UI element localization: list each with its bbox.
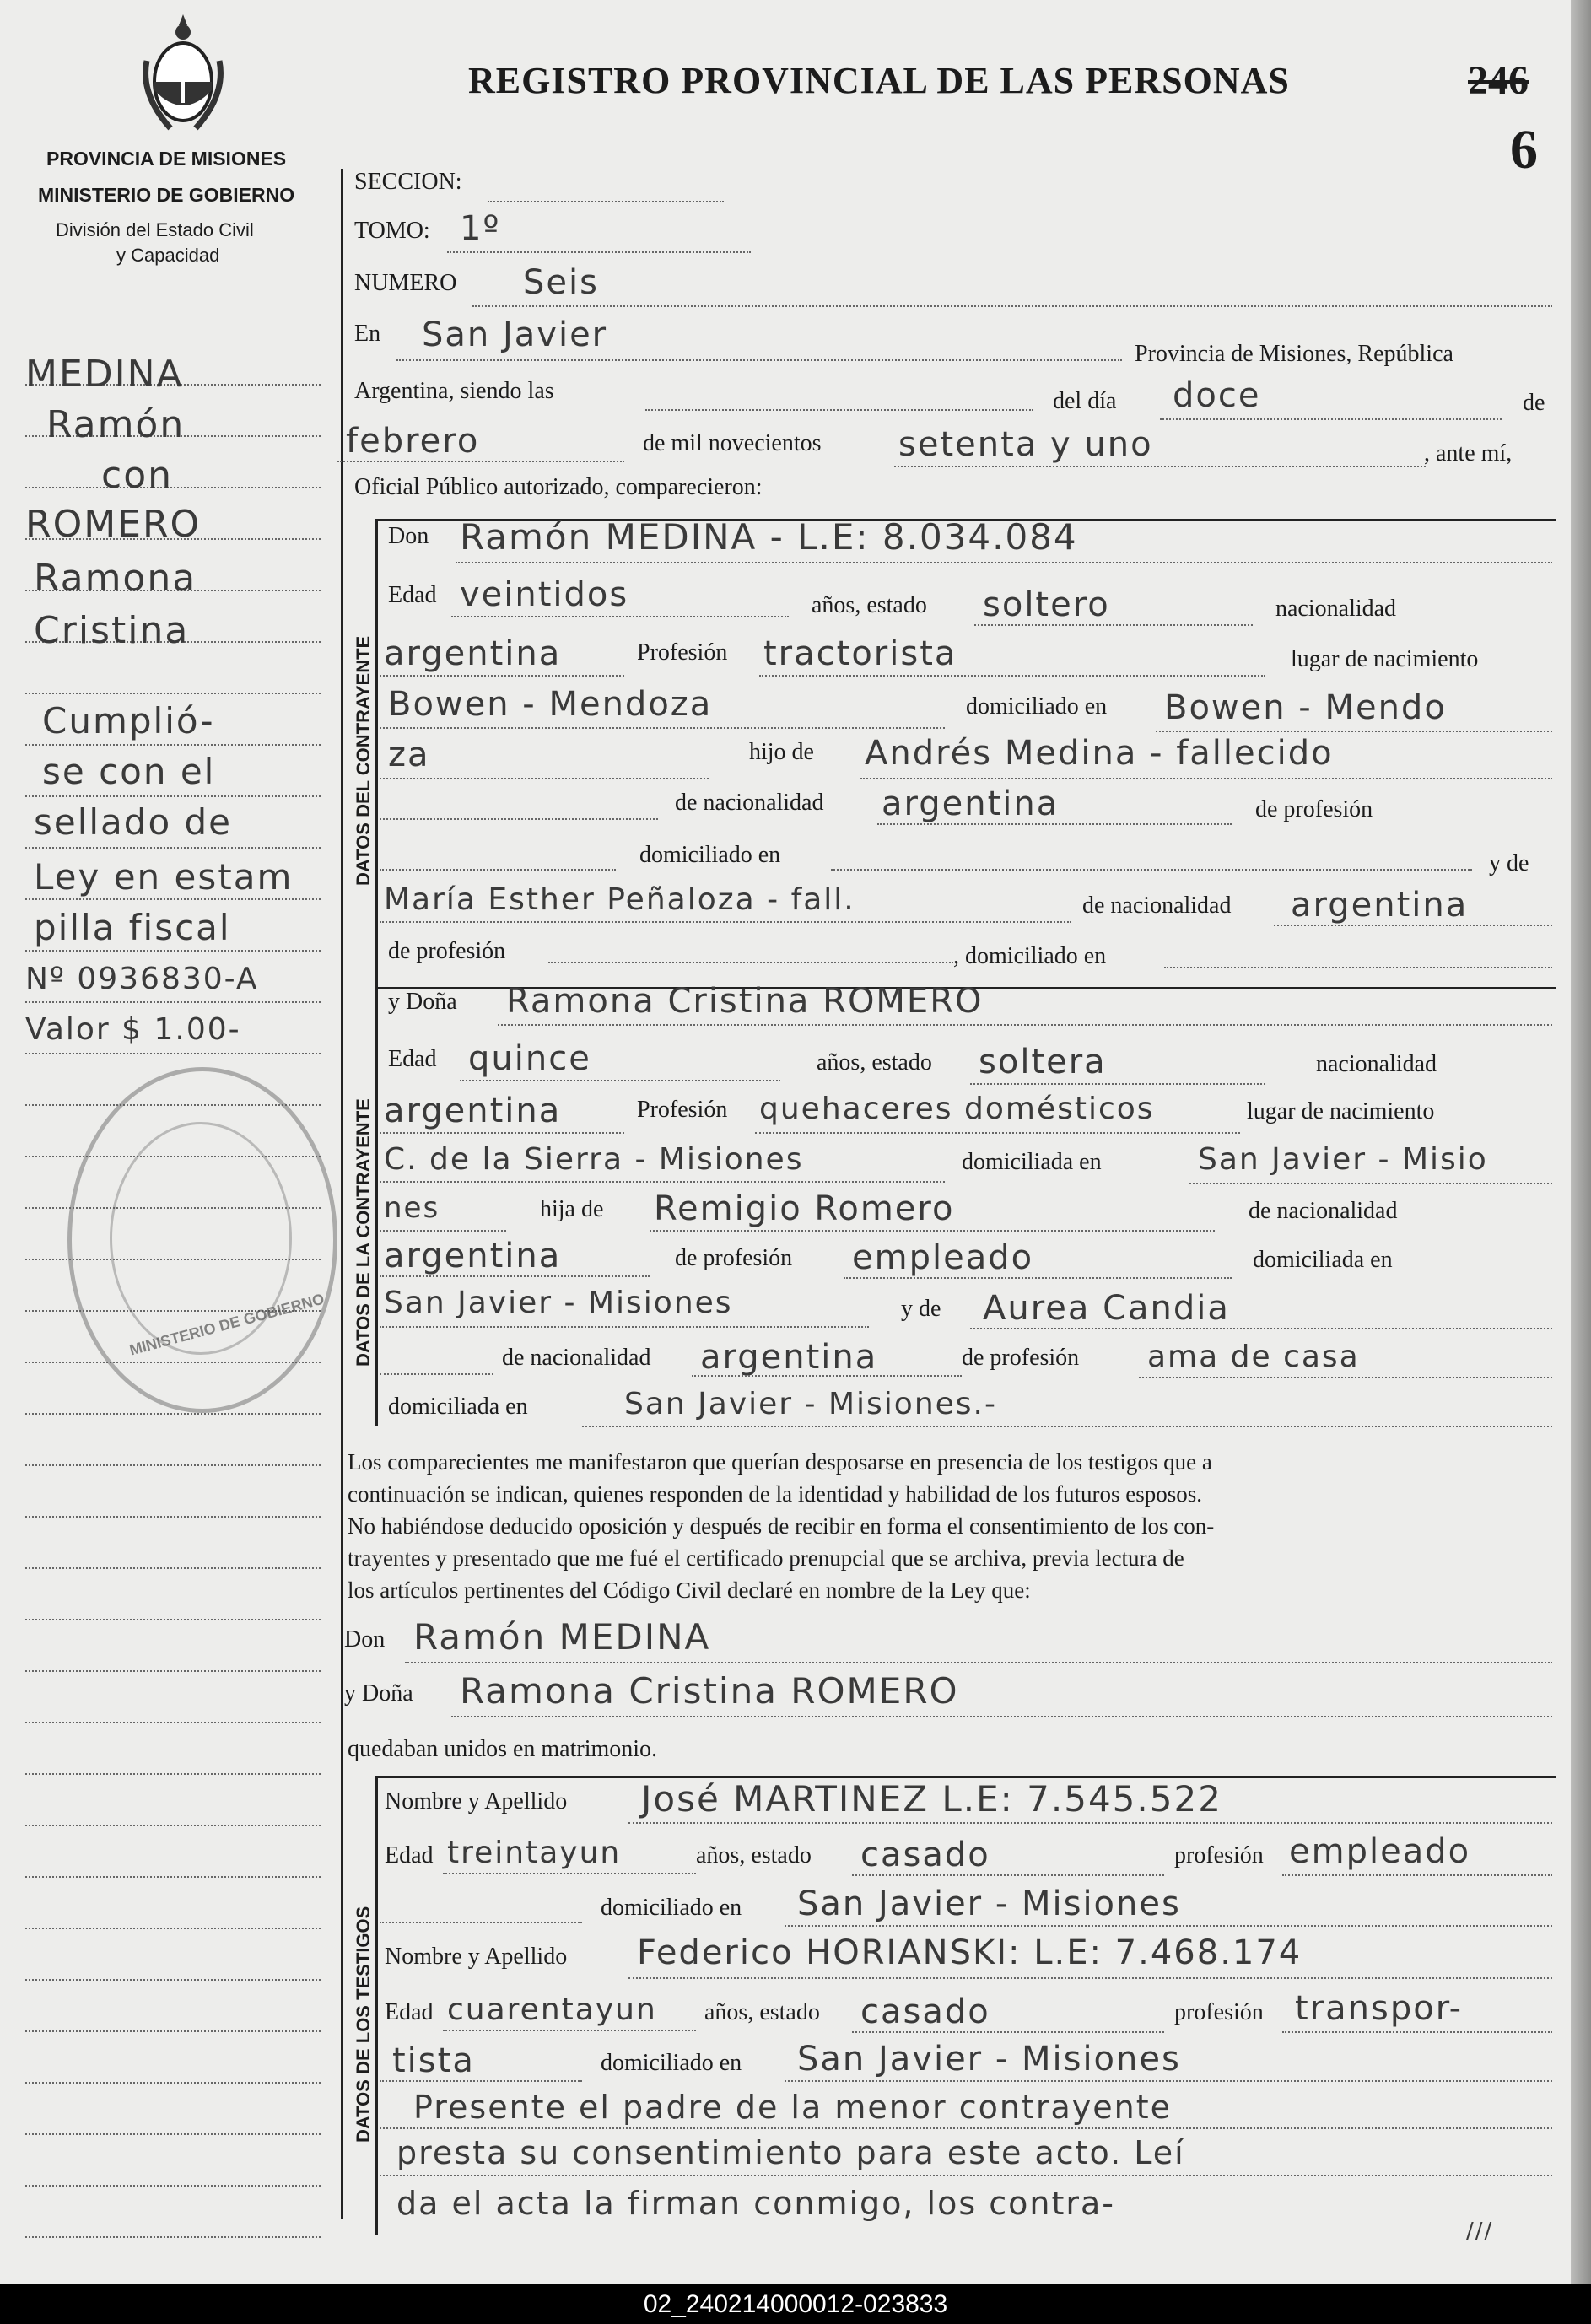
contrayente-mdom-line xyxy=(1164,967,1552,968)
testigo2-domicilio-line xyxy=(785,2080,1552,2082)
margin-rule-line xyxy=(25,1979,321,1981)
page-edge xyxy=(1571,0,1591,2284)
margin-note-4: Ley en estam xyxy=(34,856,294,898)
testigo1-dom-pre-line xyxy=(380,1922,582,1923)
declaration-dona-line xyxy=(451,1716,1552,1717)
mes-value: febrero xyxy=(346,422,480,461)
contrayenta-padre-nac: argentina xyxy=(384,1237,562,1275)
institution-line-1: PROVINCIA DE MISIONES xyxy=(46,148,287,170)
contrayenta-profesion: quehaceres domésticos xyxy=(759,1092,1155,1126)
margin-rule-line xyxy=(25,950,321,952)
contrayente-pdom-label: domiciliado en xyxy=(639,842,781,868)
contrayente-domicilio-2: za xyxy=(388,736,430,774)
contrayenta-mprof-label: de profesión xyxy=(962,1345,1080,1371)
contrayenta-mprof-line xyxy=(1139,1377,1552,1378)
contrayente-padre-nac: argentina xyxy=(882,785,1060,823)
declaration-line-3: No habiéndose deducido oposición y después de recibir en forma el consentimiento de los con- xyxy=(348,1513,1215,1539)
contrayenta-lugar-line xyxy=(380,1181,945,1183)
testigo1-nombre-label: Nombre y Apellido xyxy=(385,1788,568,1814)
contrayente-mprof-line xyxy=(548,962,953,963)
contrayente-hijo-label: hijo de xyxy=(749,739,814,765)
margin-name-1: MEDINA xyxy=(25,353,184,396)
contrayenta-nombre: Ramona Cristina ROMERO xyxy=(506,982,984,1021)
contrayenta-profesion-line xyxy=(755,1132,1240,1134)
contrayenta-nacionalidad-line xyxy=(380,1132,624,1134)
contrayenta-dom-label: domiciliada en xyxy=(962,1149,1102,1175)
contrayenta-padre-line xyxy=(650,1230,1215,1232)
contrayente-nombre-line xyxy=(456,562,1552,563)
numero-line xyxy=(472,305,1552,307)
contrayenta-madre-dom: San Javier - Misiones.- xyxy=(624,1387,997,1421)
contrayente-estado-line xyxy=(974,624,1253,626)
contrayente-estado: soltero xyxy=(983,585,1110,624)
contrayente-madre: María Esther Peñaloza - fall. xyxy=(384,882,855,917)
testigo1-nombre-line xyxy=(628,1822,1552,1824)
margin-rule-line xyxy=(25,1053,321,1054)
contrayenta-anios-label: años, estado xyxy=(817,1049,932,1076)
de-label: de xyxy=(1523,390,1545,416)
contrayenta-madre-prof: ama de casa xyxy=(1147,1340,1360,1374)
testigos-note-1-line xyxy=(380,2127,1552,2129)
contrayenta-mnac-line xyxy=(692,1375,962,1377)
contrayenta-nacionalidad: argentina xyxy=(384,1092,562,1130)
contrayenta-madre: Aurea Candia xyxy=(983,1289,1230,1328)
testigos-note-2-line xyxy=(380,2175,1552,2176)
contrayente-edad-line xyxy=(451,616,789,617)
del-dia-label: del día xyxy=(1053,388,1117,414)
contrayente-profesion: tractorista xyxy=(763,634,957,673)
testigo1-profesion-line xyxy=(1282,1874,1552,1876)
margin-rule-line xyxy=(25,2133,321,2135)
margin-rule-line xyxy=(25,2185,321,2187)
contrayenta-padre-prof: empleado xyxy=(852,1238,1034,1277)
margin-rule-line xyxy=(25,693,321,694)
seccion-label: SECCION: xyxy=(354,169,462,195)
testigo2-profesion-1: transpor- xyxy=(1295,1989,1464,2028)
margin-rule-line xyxy=(25,2030,321,2032)
contrayenta-box-left xyxy=(375,987,378,1426)
ante-label: , ante mí, xyxy=(1424,440,1513,466)
mil-label: de mil novecientos xyxy=(643,430,822,456)
contrayente-domicilio-line xyxy=(1156,731,1552,732)
numero-label: NUMERO xyxy=(354,270,457,296)
contrayente-mnac-line xyxy=(1274,925,1552,926)
contrayente-padre-line xyxy=(860,778,1552,779)
coat-of-arms-icon xyxy=(137,10,229,137)
margin-rule-line xyxy=(25,1670,321,1672)
margin-name-2: Ramón xyxy=(46,403,186,446)
margin-rule-line xyxy=(25,1464,321,1466)
institution-line-3: División del Estado Civil xyxy=(56,219,254,240)
contrayente-pdom-line xyxy=(831,869,1472,871)
contrayente-nac-label: nacionalidad xyxy=(1275,596,1397,622)
margin-name-3: con xyxy=(101,454,173,497)
testigos-note-3: da el acta la firman conmigo, los contra- xyxy=(396,2185,1115,2222)
tomo-label: TOMO: xyxy=(354,218,430,244)
page-number-struck: 246 xyxy=(1468,58,1529,103)
contrayenta-pnac-line xyxy=(380,1275,650,1277)
oficial-text: Oficial Público autorizado, comparecieron: xyxy=(354,474,763,500)
contrayenta-domicilio-1: San Javier - Misio xyxy=(1198,1142,1488,1177)
contrayenta-nombre-line xyxy=(498,1024,1552,1026)
contrayenta-pdom-label: domiciliada en xyxy=(1253,1247,1393,1273)
testigo2-estado: casado xyxy=(860,1992,990,2031)
testigo2-prof2-line xyxy=(380,2080,582,2082)
testigos-box-left xyxy=(375,1776,378,2235)
contrayenta-mnac-label: de nacionalidad xyxy=(502,1345,651,1371)
contrayenta-hija-label: hija de xyxy=(540,1196,604,1222)
contrayenta-y-de-label: y de xyxy=(901,1296,941,1322)
margin-rule-line xyxy=(25,1773,321,1775)
testigo2-nombre: Federico HORIANSKI: L.E: 7.468.174 xyxy=(637,1933,1302,1972)
contrayente-prof-label: Profesión xyxy=(637,639,728,666)
contrayente-nacionalidad: argentina xyxy=(384,634,562,673)
page-title: REGISTRO PROVINCIAL DE LAS PERSONAS xyxy=(468,60,1290,101)
contrayenta-section-label: DATOS DE LA CONTRAYENTE xyxy=(353,1098,374,1367)
testigo2-dom-label: domiciliado en xyxy=(601,2050,742,2076)
margin-name-5: Ramona xyxy=(34,557,197,600)
contrayente-lugar-label: lugar de nacimiento xyxy=(1291,646,1479,672)
declaration-dona-label: y Doña xyxy=(344,1680,413,1707)
testigo2-prof-label: profesión xyxy=(1174,1999,1264,2025)
contrayente-section-label: DATOS DEL CONTRAYENTE xyxy=(353,635,374,886)
margin-note-2: se con el xyxy=(42,751,216,792)
institution-line-4: y Capacidad xyxy=(116,245,220,266)
institution-line-2: MINISTERIO DE GOBIERNO xyxy=(38,184,295,206)
margin-rule-line xyxy=(25,1825,321,1826)
testigo2-profesion-2: tista xyxy=(392,2041,475,2080)
contrayente-pnac-pre-line xyxy=(380,818,658,820)
contrayente-pnac-label: de nacionalidad xyxy=(675,790,824,816)
seal-text: MINISTERIO DE GOBIERNO xyxy=(127,1290,326,1359)
dia-line xyxy=(1160,418,1502,420)
contrayenta-padre-dom: San Javier - Misiones xyxy=(384,1286,733,1320)
tomo-value: 1º xyxy=(460,209,501,248)
margin-note-1: Cumplió- xyxy=(42,700,215,741)
testigo1-prof-label: profesión xyxy=(1174,1842,1264,1868)
testigo1-dom-label: domiciliado en xyxy=(601,1895,742,1921)
declaration-don-nombre: Ramón MEDINA xyxy=(413,1616,711,1658)
contrayenta-domicilio-line xyxy=(1189,1183,1552,1184)
declaration-line-4: trayentes y presentado que me fué el certificado prenupcial que se archiva, previa lectura de xyxy=(348,1545,1184,1571)
contrayente-edad-label: Edad xyxy=(388,582,437,608)
testigo1-edad-label: Edad xyxy=(385,1842,434,1868)
testigo1-domicilio: San Javier - Misiones xyxy=(797,1885,1181,1923)
margin-rule-line xyxy=(25,487,321,488)
en-value: San Javier xyxy=(422,315,608,354)
contrayente-nacionalidad-line xyxy=(380,675,624,677)
testigos-note-1: Presente el padre de la menor contrayente xyxy=(413,2089,1173,2126)
margin-rule-line xyxy=(25,795,321,797)
contrayenta-madre-nac: argentina xyxy=(700,1338,878,1377)
contrayenta-edad: quince xyxy=(468,1039,591,1078)
contrayente-box-left xyxy=(375,519,378,991)
margin-name-6: Cristina xyxy=(34,609,190,652)
testigo2-edad-line xyxy=(443,2030,696,2031)
margin-rule-line xyxy=(25,1516,321,1518)
margin-note-7: Valor $ 1.00- xyxy=(25,1012,241,1047)
contrayenta-lugar-label: lugar de nacimiento xyxy=(1247,1098,1435,1124)
testigos-end-mark: /// xyxy=(1466,2219,1494,2244)
testigo2-anios-label: años, estado xyxy=(704,1999,820,2025)
contrayenta-padre: Remigio Romero xyxy=(654,1189,955,1228)
contrayente-pnac-line xyxy=(877,823,1232,825)
contrayente-pprof-line xyxy=(380,869,616,871)
testigo2-estado-line xyxy=(852,2031,1164,2033)
contrayenta-domicilio-2: nes xyxy=(384,1191,440,1225)
hora-line xyxy=(645,409,1033,411)
declaration-dona-nombre: Ramona Cristina ROMERO xyxy=(460,1670,959,1712)
margin-note-3: sellado de xyxy=(34,801,233,843)
seccion-line xyxy=(488,201,724,202)
contrayente-pprof-label: de profesión xyxy=(1255,796,1373,822)
declaration-line-5: los artículos pertinentes del Código Civil declaré en nombre de la Ley que: xyxy=(348,1577,1031,1603)
contrayenta-edad-label: Edad xyxy=(388,1046,437,1072)
declaration-don-label: Don xyxy=(344,1626,386,1653)
margin-rule-line xyxy=(25,1413,321,1415)
contrayenta-mdom-line xyxy=(582,1426,1552,1427)
numero-value: Seis xyxy=(523,263,599,302)
contrayenta-pprof-line xyxy=(844,1277,1232,1279)
margin-rule-line xyxy=(25,1722,321,1723)
margin-note-5: pilla fiscal xyxy=(34,907,231,948)
provincia-text: Provincia de Misiones, República xyxy=(1135,341,1453,367)
contrayenta-madre-line xyxy=(970,1328,1552,1329)
testigo1-anios-label: años, estado xyxy=(696,1842,812,1868)
en-line xyxy=(396,359,1122,361)
testigo1-estado-line xyxy=(852,1874,1164,1876)
testigo1-profesion: empleado xyxy=(1289,1832,1471,1871)
main-border-left xyxy=(341,169,343,2219)
contrayente-lugar: Bowen - Mendoza xyxy=(388,685,713,724)
margin-rule-line xyxy=(25,2236,321,2238)
margin-rule-line xyxy=(25,1619,321,1620)
declaration-line-1: Los comparecientes me manifestaron que querían desposarse en presencia de los testigos que a xyxy=(348,1449,1212,1475)
margin-rule-line xyxy=(25,847,321,849)
declaration-don-line xyxy=(405,1662,1552,1663)
contrayenta-dom2-line xyxy=(380,1230,506,1232)
tomo-line xyxy=(447,251,751,253)
contrayente-y-de-label: y de xyxy=(1489,850,1529,876)
contrayente-nombre: Ramón MEDINA - L.E: 8.034.084 xyxy=(460,516,1078,558)
contrayenta-dona-label: y Doña xyxy=(388,989,457,1015)
contrayente-mprof-label: de profesión xyxy=(388,938,506,964)
contrayenta-estado: soltera xyxy=(979,1043,1107,1081)
contrayente-mnac-label: de nacionalidad xyxy=(1082,892,1232,919)
contrayente-anios-label: años, estado xyxy=(812,592,927,618)
margin-rule-line xyxy=(25,1567,321,1569)
contrayente-padre: Andrés Medina - fallecido xyxy=(865,734,1334,773)
contrayente-domicilio-1: Bowen - Mendo xyxy=(1164,688,1447,727)
testigo2-edad: cuarentayun xyxy=(447,1992,657,2027)
contrayente-madre-line xyxy=(380,921,1071,923)
margin-rule-line xyxy=(25,898,321,900)
contrayente-profesion-line xyxy=(759,675,1265,677)
contrayente-dom2-line xyxy=(380,778,709,779)
contrayenta-mnac-pre-line xyxy=(380,1373,493,1375)
contrayente-edad: veintidos xyxy=(460,575,629,614)
margin-rule-line xyxy=(25,1876,321,1878)
contrayenta-nac-label: nacionalidad xyxy=(1316,1051,1437,1077)
testigo2-edad-label: Edad xyxy=(385,1999,434,2025)
image-id-footer: 02_240214000012-023833 xyxy=(0,2284,1591,2324)
anio-line xyxy=(894,466,1426,467)
dia-value: doce xyxy=(1173,376,1261,415)
margin-name-4: ROMERO xyxy=(25,503,202,546)
contrayenta-padre-dom-line xyxy=(380,1326,869,1328)
declaration-quedaban: quedaban unidos en matrimonio. xyxy=(348,1736,658,1762)
contrayente-lugar-line xyxy=(380,727,945,729)
contrayente-mdom-label: , domiciliado en xyxy=(953,943,1107,969)
margin-rule-line xyxy=(25,1928,321,1929)
margin-rule-line xyxy=(25,2082,321,2084)
contrayenta-mdom-label: domiciliada en xyxy=(388,1394,528,1420)
testigo1-estado: casado xyxy=(860,1836,990,1874)
margin-note-6: Nº 0936830-A xyxy=(25,962,259,996)
testigo2-nombre-line xyxy=(628,1977,1552,1979)
anio-value: setenta y uno xyxy=(898,425,1153,464)
declaration-line-2: continuación se indican, quienes responden de la identidad y habilidad de los futuros esposos. xyxy=(348,1481,1203,1507)
mes-line xyxy=(337,461,624,462)
testigos-note-2: presta su consentimiento para este acto. Leí xyxy=(396,2134,1185,2171)
contrayenta-edad-line xyxy=(460,1080,780,1081)
contrayente-dom-label: domiciliado en xyxy=(966,693,1108,720)
contrayenta-prof-label: Profesión xyxy=(637,1097,728,1123)
testigos-section-label: DATOS DE LOS TESTIGOS xyxy=(353,1906,374,2143)
testigo2-domicilio: San Javier - Misiones xyxy=(797,2040,1181,2079)
page-number: 6 xyxy=(1510,119,1538,181)
testigo1-nombre: José MARTINEZ L.E: 7.545.522 xyxy=(641,1778,1222,1820)
testigo2-profesion-line xyxy=(1282,2031,1552,2033)
testigo1-domicilio-line xyxy=(785,1925,1552,1927)
contrayenta-pprof-label: de profesión xyxy=(675,1245,793,1271)
contrayente-don-label: Don xyxy=(388,523,429,549)
contrayenta-pnac-label: de nacionalidad xyxy=(1249,1198,1398,1224)
testigo1-edad-line xyxy=(443,1873,696,1874)
en-label: En xyxy=(354,321,381,347)
margin-rule-line xyxy=(25,1001,321,1003)
testigo1-edad: treintayun xyxy=(447,1836,622,1870)
contrayenta-estado-line xyxy=(970,1083,1265,1085)
contrayenta-lugar: C. de la Sierra - Misiones xyxy=(384,1142,804,1177)
margin-rule-line xyxy=(25,744,321,746)
argentina-text: Argentina, siendo las xyxy=(354,378,554,404)
testigo2-nombre-label: Nombre y Apellido xyxy=(385,1944,568,1970)
contrayente-madre-nac: argentina xyxy=(1291,886,1469,925)
